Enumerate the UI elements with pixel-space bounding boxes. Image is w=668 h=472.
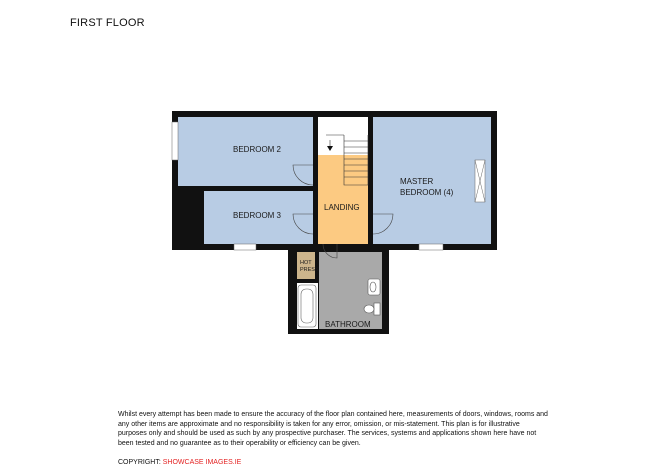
hot-press-label-line1: HOT — [300, 260, 312, 266]
copyright-brand: SHOWCASE IMAGES.IE — [162, 459, 242, 466]
landing-label: LANDING — [324, 203, 360, 212]
page-title: FIRST FLOOR — [70, 17, 145, 29]
bathroom-label: BATHROOM — [325, 320, 371, 329]
landing-floor — [318, 155, 368, 244]
copyright-line — [118, 459, 241, 466]
stairwell-floor — [318, 117, 368, 155]
copyright-label: COPYRIGHT: — [118, 459, 161, 466]
bath-area — [297, 283, 318, 329]
master-bedroom-label-line2: BEDROOM (4) — [400, 188, 454, 197]
bedroom-2-label: BEDROOM 2 — [233, 145, 282, 154]
disclaimer-text: Whilst every attempt has been made to ensure the accuracy of the floor plan contained here, measurements of doors, windows, rooms and any other items are approximate and no responsibility is taken for any error, omission, or mis-statement. This plan is for illustrative purposes only and should be used as such by any prospective purchaser. The services, systems and applications shown here have not been tested and no guarantee as to their operability or efficiency can be given. — [118, 411, 548, 447]
hot-press-label-line2: PRESS — [300, 267, 319, 273]
bedroom-3-label: BEDROOM 3 — [233, 211, 282, 220]
master-bedroom-label-line1: MASTER — [400, 177, 434, 186]
